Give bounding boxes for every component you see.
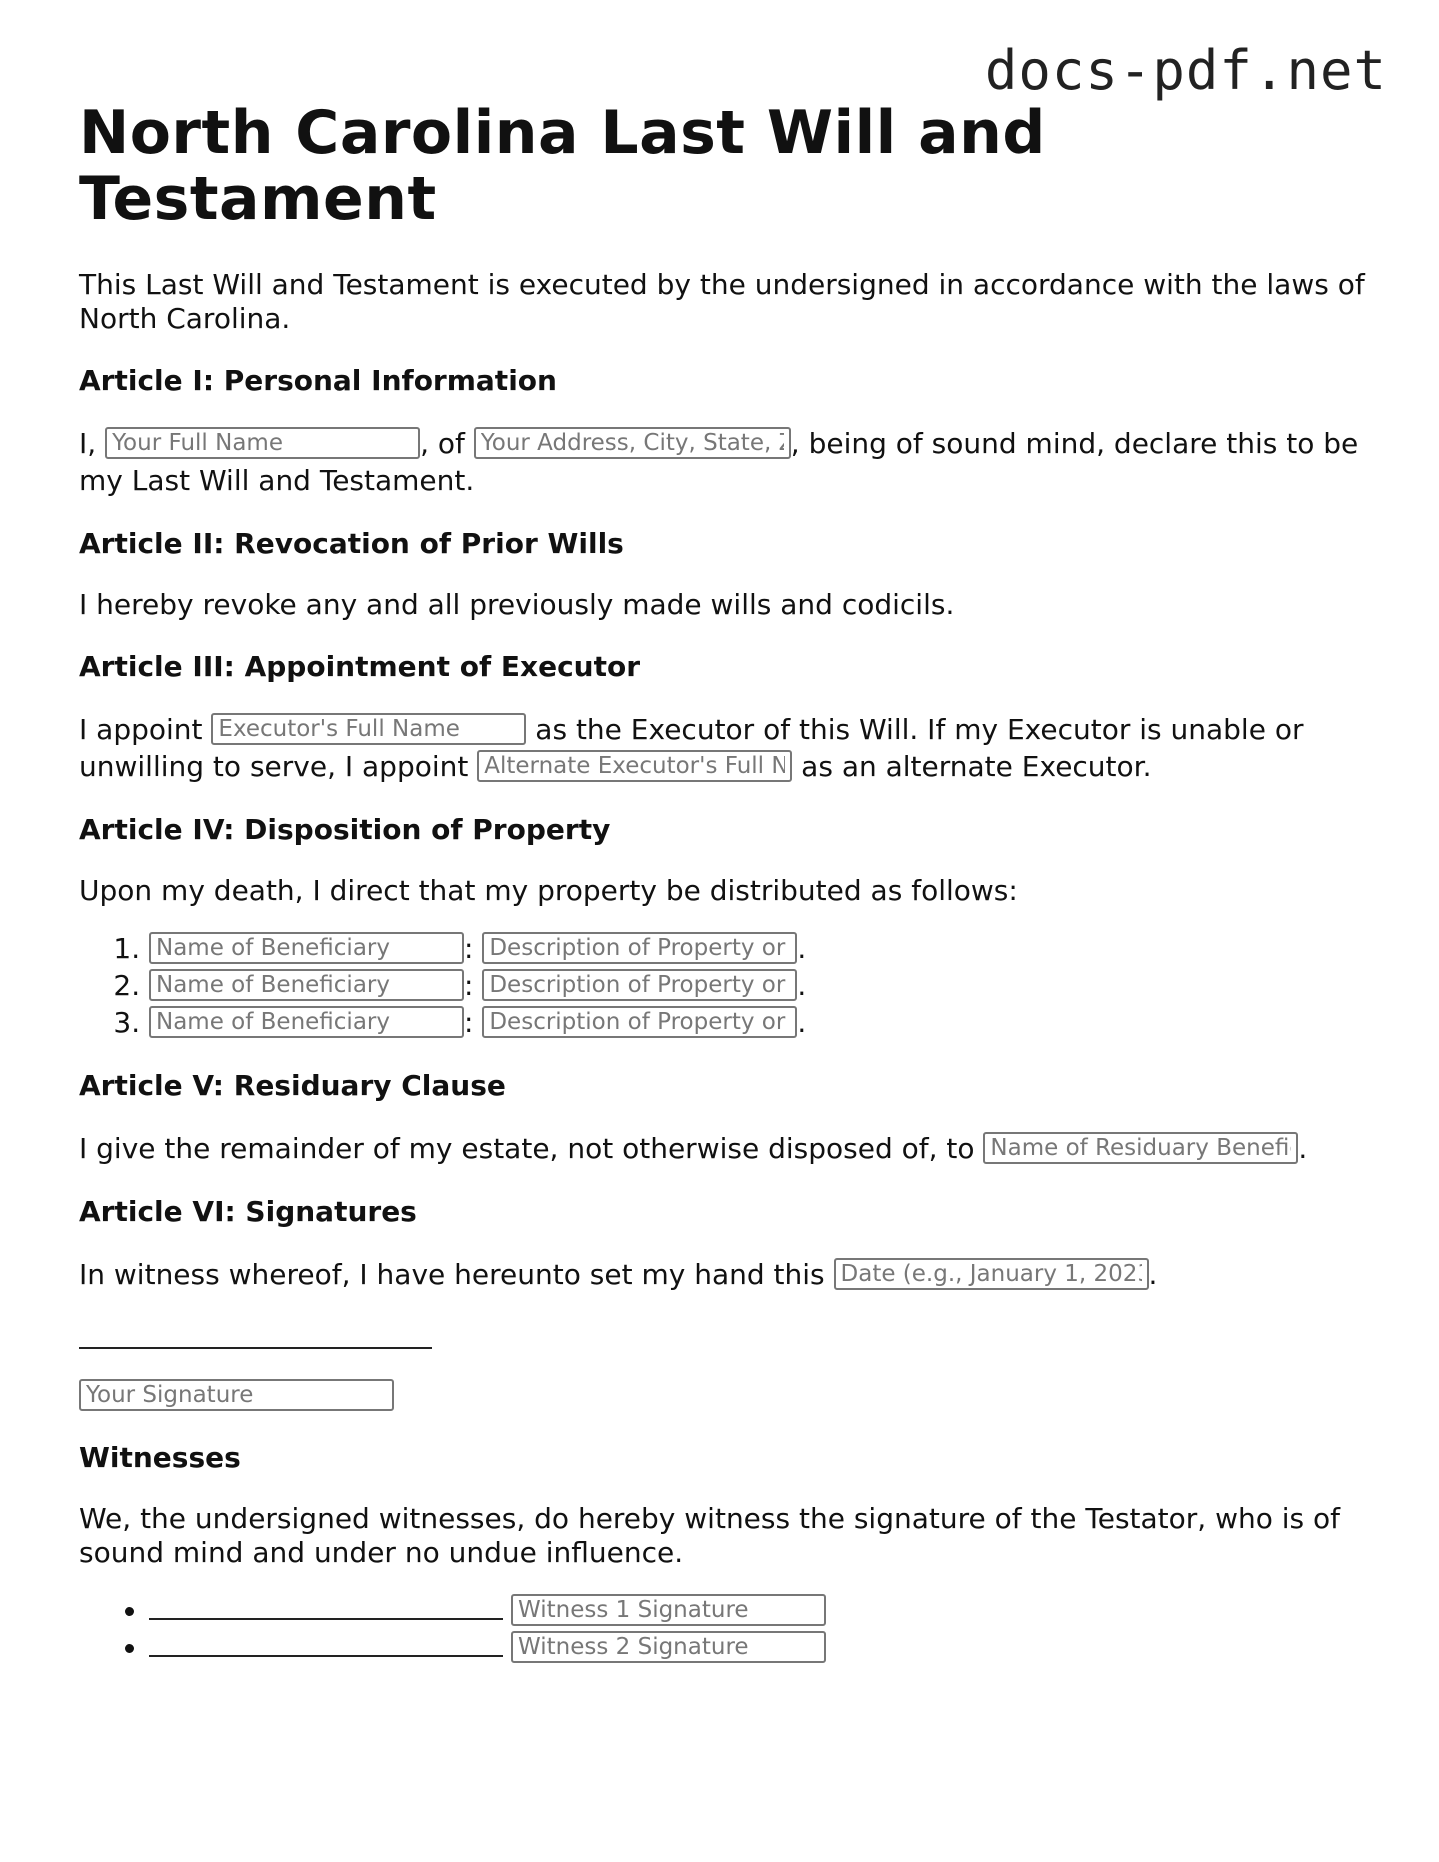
article-2-paragraph: I hereby revoke any and all previously made wills and codicils. (79, 588, 955, 621)
article-3-heading: Article III: Appointment of Executor (79, 650, 641, 683)
list-item (149, 1004, 1379, 1041)
list-item (149, 967, 1379, 1004)
beneficiary-3-input[interactable] (149, 1006, 464, 1038)
watermark: docs-pdf.net (984, 39, 1387, 102)
article-5-post: . (1298, 1132, 1308, 1165)
article-1-post: , being of sound mind, declare this to be my Last Will and Testament. (79, 427, 1359, 497)
beneficiary-2-input[interactable] (149, 969, 464, 1001)
document (79, 100, 1379, 1666)
property-3-input[interactable] (482, 1006, 797, 1038)
witness-2-line (149, 1629, 503, 1657)
witnesses-heading: Witnesses (79, 1441, 241, 1474)
list-item (149, 1592, 1379, 1629)
article-6-heading: Article VI: Signatures (79, 1195, 417, 1228)
witness-1-input[interactable] (511, 1594, 826, 1626)
beneficiary-1-input[interactable] (149, 932, 464, 964)
signature-line (79, 1347, 432, 1349)
article-6-post: . (1148, 1258, 1158, 1291)
article-1-pre: I, (79, 427, 106, 460)
signature-input[interactable] (79, 1379, 394, 1411)
separator: : (464, 969, 474, 1002)
article-3-post: as an alternate Executor. (792, 750, 1152, 783)
article-1-heading: Article I: Personal Information (79, 364, 557, 397)
alternate-executor-input[interactable] (477, 750, 792, 782)
residuary-beneficiary-input[interactable] (983, 1132, 1298, 1164)
article-3-paragraph (79, 711, 1379, 785)
end-mark: . (797, 969, 807, 1002)
witness-list (79, 1592, 1379, 1666)
intro-paragraph: This Last Will and Testament is executed by the undersigned in accordance with the laws of North Carolina. (79, 268, 1365, 335)
article-2-heading: Article II: Revocation of Prior Wills (79, 527, 624, 560)
end-mark: . (797, 932, 807, 965)
article-6-pre: In witness whereof, I have hereunto set my hand this (79, 1258, 834, 1291)
separator: : (464, 932, 474, 965)
property-2-input[interactable] (482, 969, 797, 1001)
article-4-heading: Article IV: Disposition of Property (79, 813, 611, 846)
article-5-heading: Article V: Residuary Clause (79, 1069, 506, 1102)
list-item (149, 930, 1379, 967)
list-item (149, 1629, 1379, 1666)
full-name-input[interactable] (105, 427, 420, 459)
article-3-pre: I appoint (79, 713, 212, 746)
article-4-paragraph: Upon my death, I direct that my property be distributed as follows: (79, 874, 1018, 907)
separator: : (464, 1006, 474, 1039)
article-1-paragraph (79, 425, 1379, 499)
article-5-paragraph (79, 1130, 1379, 1167)
signature-field-wrap (79, 1381, 1379, 1413)
article-5-pre: I give the remainder of my estate, not otherwise disposed of, to (79, 1132, 984, 1165)
article-3-mid: as the Executor of this Will. If my Executor is unable or unwilling to serve, I appoint (79, 713, 1304, 783)
property-1-input[interactable] (482, 932, 797, 964)
distribution-list (79, 930, 1379, 1041)
article-6-paragraph (79, 1256, 1379, 1293)
date-input[interactable] (834, 1258, 1149, 1290)
witness-1-line (149, 1592, 503, 1620)
page-title: North Carolina Last Will and Testament (79, 98, 1046, 234)
witness-2-input[interactable] (511, 1631, 826, 1663)
executor-name-input[interactable] (211, 713, 526, 745)
witnesses-paragraph: We, the undersigned witnesses, do hereby witness the signature of the Testator, who is of sound mind and under no undue influence. (79, 1502, 1341, 1569)
article-1-mid: , of (420, 427, 474, 460)
address-input[interactable] (474, 427, 791, 459)
end-mark: . (797, 1006, 807, 1039)
